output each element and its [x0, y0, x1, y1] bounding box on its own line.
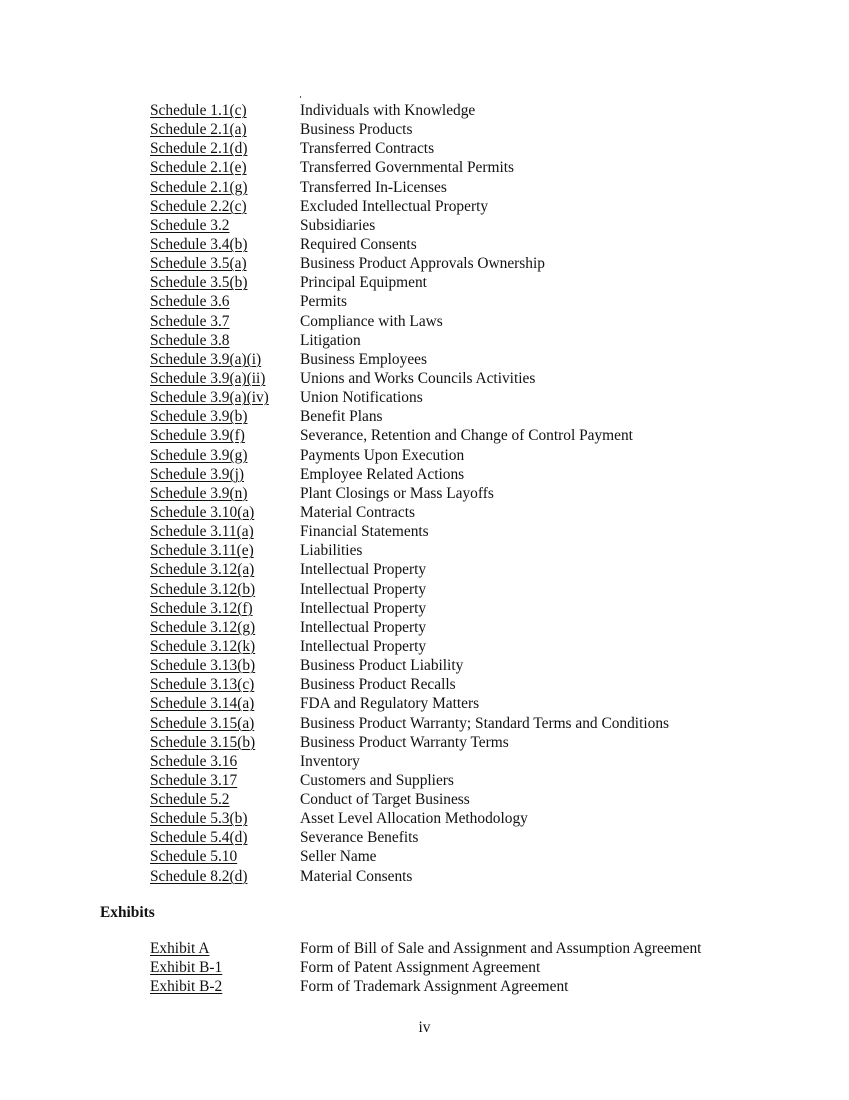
schedule-row	[150, 197, 790, 216]
schedule-row-ref-link[interactable]: Schedule 3.12(g)	[150, 618, 256, 636]
schedule-row-ref-link[interactable]: Schedule 3.11(a)	[150, 523, 254, 541]
schedule-row	[150, 426, 790, 445]
schedule-row-ref-link[interactable]: Schedule 3.17	[150, 771, 238, 789]
schedule-row	[150, 771, 790, 790]
schedule-row-ref-link[interactable]: Schedule 3.6	[150, 293, 230, 311]
schedule-row-title: Material Consents	[300, 867, 413, 885]
schedule-row-title: Transferred Governmental Permits	[300, 159, 514, 177]
schedule-row-ref-link[interactable]: Schedule 3.10(a)	[150, 503, 255, 521]
schedule-row-ref-link[interactable]: Schedule 3.5(b)	[150, 274, 248, 292]
schedule-row-ref-link[interactable]: Schedule 5.2	[150, 791, 230, 809]
schedule-row	[150, 656, 790, 675]
schedule-row-title: Financial Statements	[300, 523, 429, 541]
schedule-row-ref-link[interactable]: Schedule 3.9(g)	[150, 446, 248, 464]
schedule-row-ref-link[interactable]: Schedule 3.15(a)	[150, 714, 255, 732]
schedule-row	[150, 790, 790, 809]
schedule-row-title: Business Employees	[300, 350, 427, 368]
schedule-row-title: Intellectual Property	[300, 618, 427, 636]
schedule-row	[150, 637, 790, 656]
schedule-row-ref-link[interactable]: Schedule 3.9(a)(iv)	[150, 389, 269, 407]
schedule-row-title: Litigation	[300, 331, 361, 349]
schedule-row-title: Business Product Warranty Terms	[300, 733, 509, 751]
schedule-row-title: Material Contracts	[300, 503, 415, 521]
schedule-row-ref-link[interactable]: Schedule 8.2(d)	[150, 867, 248, 885]
schedule-row-ref-link[interactable]: Schedule 2.1(e)	[150, 159, 247, 177]
schedule-row	[150, 560, 790, 579]
schedule-row-title: Seller Name	[300, 848, 377, 866]
schedule-row	[150, 465, 790, 484]
schedule-row-ref-link[interactable]: Schedule 3.12(a)	[150, 561, 255, 579]
schedule-row-title: Business Product Recalls	[300, 676, 456, 694]
schedule-row	[150, 675, 790, 694]
exhibit-row-title: Form of Patent Assignment Agreement	[300, 959, 541, 977]
exhibit-row	[150, 958, 790, 977]
schedule-row-ref-link[interactable]: Schedule 3.13(c)	[150, 676, 255, 694]
schedule-row	[150, 388, 790, 407]
exhibit-row	[150, 939, 790, 958]
schedule-row	[150, 828, 790, 847]
schedule-row-ref-link[interactable]: Schedule 5.3(b)	[150, 810, 248, 828]
schedule-row-title: Transferred In-Licenses	[300, 178, 447, 196]
schedule-row	[150, 254, 790, 273]
schedule-row-title: Excluded Intellectual Property	[300, 197, 489, 215]
schedule-row-ref-link[interactable]: Schedule 3.9(b)	[150, 408, 248, 426]
schedule-row	[150, 503, 790, 522]
schedule-row	[150, 618, 790, 637]
exhibit-row-title: Form of Trademark Assignment Agreement	[300, 978, 569, 996]
schedule-row-ref-link[interactable]: Schedule 1.1(c)	[150, 102, 247, 119]
schedule-row	[150, 216, 790, 235]
schedule-row-title: Business Product Warranty; Standard Terms and Conditions	[300, 714, 670, 732]
schedule-row	[150, 484, 790, 503]
schedule-row-ref-link[interactable]: Schedule 3.16	[150, 752, 238, 770]
schedule-row	[150, 273, 790, 292]
schedule-row-title: Unions and Works Councils Activities	[300, 369, 536, 387]
schedule-row-ref-link[interactable]: Schedule 3.9(a)(ii)	[150, 369, 266, 387]
schedule-row	[150, 350, 790, 369]
exhibits-heading: Exhibits	[100, 904, 155, 921]
schedule-row	[150, 139, 790, 158]
stray-mark	[300, 96, 301, 98]
schedule-row	[150, 446, 790, 465]
schedule-row-ref-link[interactable]: Schedule 3.2	[150, 216, 230, 234]
schedule-row-ref-link[interactable]: Schedule 3.14(a)	[150, 695, 255, 713]
schedule-row-title: Subsidiaries	[300, 216, 376, 234]
schedule-row-ref-link[interactable]: Schedule 2.1(a)	[150, 121, 247, 139]
schedule-row-title: Intellectual Property	[300, 637, 427, 655]
schedule-row-ref-link[interactable]: Schedule 5.10	[150, 848, 238, 866]
schedule-row-title: Principal Equipment	[300, 274, 427, 292]
exhibit-row-title: Form of Bill of Sale and Assignment and Assumption Agreement	[300, 940, 702, 957]
schedule-row	[150, 101, 790, 120]
schedule-row	[150, 292, 790, 311]
schedule-row-ref-link[interactable]: Schedule 3.9(f)	[150, 427, 245, 445]
exhibit-row	[150, 977, 790, 996]
schedule-row-ref-link[interactable]: Schedule 3.7	[150, 312, 230, 330]
schedule-row-title: Required Consents	[300, 235, 417, 253]
schedule-row-ref-link[interactable]: Schedule 3.8	[150, 331, 230, 349]
schedule-row-ref-link[interactable]: Schedule 5.4(d)	[150, 829, 248, 847]
exhibit-row-ref-link[interactable]: Exhibit B-2	[150, 978, 223, 996]
schedule-row-ref-link[interactable]: Schedule 3.9(n)	[150, 484, 248, 502]
schedule-row	[150, 407, 790, 426]
schedule-row	[150, 599, 790, 618]
schedule-row-title: Individuals with Knowledge	[300, 102, 476, 119]
schedule-row-title: Transferred Contracts	[300, 140, 435, 158]
schedule-row-ref-link[interactable]: Schedule 3.5(a)	[150, 255, 247, 273]
schedule-row	[150, 580, 790, 599]
schedule-row	[150, 331, 790, 350]
schedule-row-title: Business Product Approvals Ownership	[300, 255, 545, 273]
schedule-row-ref-link[interactable]: Schedule 2.1(d)	[150, 140, 248, 158]
schedule-row-title: Business Product Liability	[300, 657, 464, 675]
schedule-row-title: Liabilities	[300, 542, 363, 560]
schedule-row-ref-link[interactable]: Schedule 3.9(j)	[150, 465, 245, 483]
schedule-row-title: Asset Level Allocation Methodology	[300, 810, 528, 828]
schedule-row-title: Payments Upon Execution	[300, 446, 465, 464]
schedule-row	[150, 178, 790, 197]
schedule-row-title: Severance, Retention and Change of Control Payment	[300, 427, 633, 445]
schedule-row	[150, 694, 790, 713]
schedule-row-title: Customers and Suppliers	[300, 771, 454, 789]
schedule-row-ref-link[interactable]: Schedule 3.9(a)(i)	[150, 350, 262, 368]
schedule-row-title: FDA and Regulatory Matters	[300, 695, 480, 713]
schedule-row	[150, 235, 790, 254]
schedule-row-title: Conduct of Target Business	[300, 791, 470, 809]
schedule-row-title: Severance Benefits	[300, 829, 419, 847]
exhibit-row-ref-link[interactable]: Exhibit B-1	[150, 959, 223, 977]
schedule-row-ref-link[interactable]: Schedule 3.12(f)	[150, 599, 253, 617]
schedule-row-ref-link[interactable]: Schedule 3.15(b)	[150, 733, 256, 751]
schedule-row	[150, 714, 790, 733]
schedule-row	[150, 867, 790, 886]
schedule-row-ref-link[interactable]: Schedule 2.2(c)	[150, 197, 247, 215]
schedules-list	[150, 101, 790, 886]
schedule-row-title: Intellectual Property	[300, 580, 427, 598]
schedule-row-title: Compliance with Laws	[300, 312, 443, 330]
schedule-row	[150, 369, 790, 388]
schedule-row-title: Plant Closings or Mass Layoffs	[300, 484, 494, 502]
schedule-row-title: Benefit Plans	[300, 408, 383, 426]
schedule-row	[150, 158, 790, 177]
schedule-row-title: Employee Related Actions	[300, 465, 465, 483]
schedule-row	[150, 752, 790, 771]
schedule-row-ref-link[interactable]: Schedule 2.1(g)	[150, 178, 248, 196]
schedule-row	[150, 733, 790, 752]
page-number: iv	[418, 1019, 431, 1036]
schedule-row-ref-link[interactable]: Schedule 3.13(b)	[150, 657, 256, 675]
schedule-row	[150, 120, 790, 139]
schedule-row-title: Intellectual Property	[300, 599, 427, 617]
schedule-row-ref-link[interactable]: Schedule 3.12(b)	[150, 580, 256, 598]
exhibit-row-ref-link[interactable]: Exhibit A	[150, 940, 210, 957]
schedule-row-title: Intellectual Property	[300, 561, 427, 579]
schedule-row-title: Union Notifications	[300, 389, 423, 407]
schedule-row-ref-link[interactable]: Schedule 3.12(k)	[150, 637, 256, 655]
schedule-row-ref-link[interactable]: Schedule 3.4(b)	[150, 235, 248, 253]
schedule-row-ref-link[interactable]: Schedule 3.11(e)	[150, 542, 254, 560]
exhibits-list	[150, 939, 790, 996]
schedule-row	[150, 312, 790, 331]
schedule-row	[150, 522, 790, 541]
schedule-row	[150, 847, 790, 866]
schedule-row-title: Inventory	[300, 752, 360, 770]
schedule-row-title: Permits	[300, 293, 348, 311]
schedule-row	[150, 541, 790, 560]
schedule-row-title: Business Products	[300, 121, 413, 139]
schedule-row	[150, 809, 790, 828]
